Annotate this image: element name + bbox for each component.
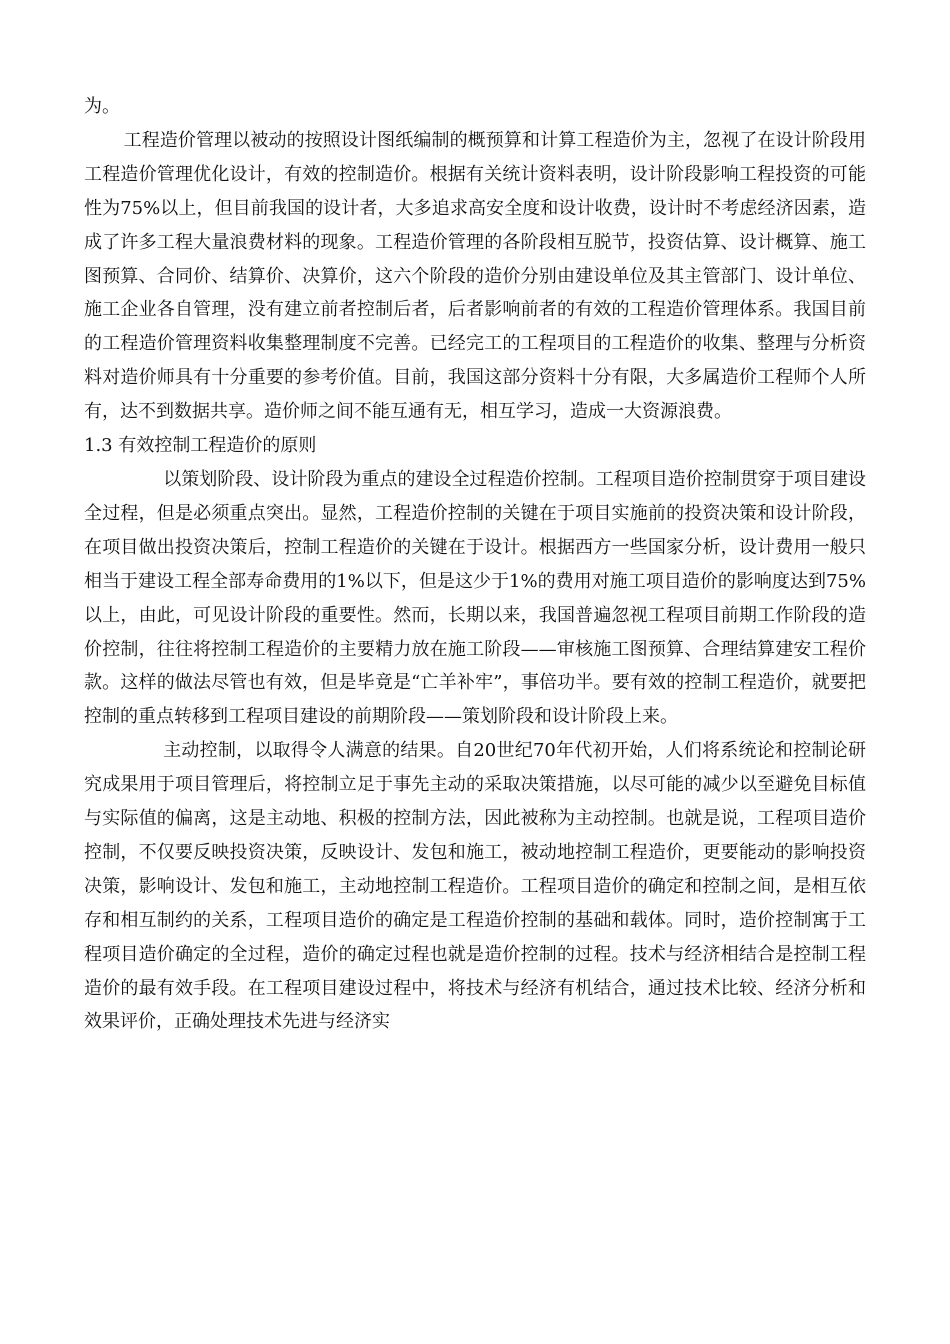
document-body — [84, 90, 866, 1039]
paragraph-planning-design-control: 以策划阶段、设计阶段为重点的建设全过程造价控制。工程项目造价控制贯穿于项目建设全过程，但是必须重点突出。显然，工程造价控制的关键在于项目实施前的投资决策和设计阶段，在项目做出投资决策后，控制工程造价的关键在于设计。根据西方一些国家分析，设计费用一般只相当于建设工程全部寿命费用的1%以下，但是这少于1%的费用对施工项目造价的影响度达到75%以上，由此，可见设计阶段的重要性。然而，长期以来，我国普遍忽视工程项目前期工作阶段的造价控制，往往将控制工程造价的主要精力放在施工阶段——审核施工图预算、合理结算建安工程价款。这样的做法尽管也有效，但是毕竟是“亡羊补牢”，事倍功半。要有效的控制工程造价，就要把控制的重点转移到工程项目建设的前期阶段——策划阶段和设计阶段上来。 — [84, 468, 866, 728]
paragraph-cost-management-issues: 工程造价管理以被动的按照设计图纸编制的概预算和计算工程造价为主，忽视了在设计阶段用工程造价管理优化设计，有效的控制造价。根据有关统计资料表明，设计阶段影响工程投资的可能性为75%以上，但目前我国的设计者，大多追求高安全度和设计收费，设计时不考虑经济因素，造成了许多工程大量浪费材料的现象。工程造价管理的各阶段相互脱节，投资估算、设计概算、施工图预算、合同价、结算价、决算价，这六个阶段的造价分别由建设单位及其主管部门、设计单位、施工企业各自管理，没有建立前者控制后者，后者影响前者的有效的工程造价管理体系。我国目前的工程造价管理资料收集整理制度不完善。已经完工的工程项目的工程造价的收集、整理与分析资料对造价师具有十分重要的参考价值。目前，我国这部分资料十分有限，大多属造价工程师个人所有，达不到数据共享。造价师之间不能互通有无，相互学习，造成一大资源浪费。 — [84, 129, 866, 423]
section-heading: 1.3 有效控制工程造价的原则 — [84, 435, 317, 457]
paragraph-active-control: 主动控制，以取得令人满意的结果。自20世纪70年代初开始，人们将系统论和控制论研究成果用于项目管理后，将控制立足于事先主动的采取决策措施，以尽可能的减少以至避免目标值与实际值的偏离，这是主动地、积极的控制方法，因此被称为主动控制。也就是说，工程项目造价控制，不仅要反映投资决策，反映设计、发包和施工，被动地控制工程造价，更要能动的影响投资决策，影响设计、发包和施工，主动地控制工程造价。工程项目造价的确定和控制之间，是相互依存和相互制约的关系，工程项目造价的确定是工程造价控制的基础和载体。同时，造价控制寓于工程项目造价确定的全过程，造价的确定过程也就是造价控制的过程。技术与经济相结合是控制工程造价的最有效手段。在工程项目建设过程中，将技术与经济有机结合，通过技术比较、经济分析和效果评价，正确处理技术先进与经济实 — [84, 740, 866, 1033]
paragraph-continuation: 为。 — [84, 96, 120, 117]
